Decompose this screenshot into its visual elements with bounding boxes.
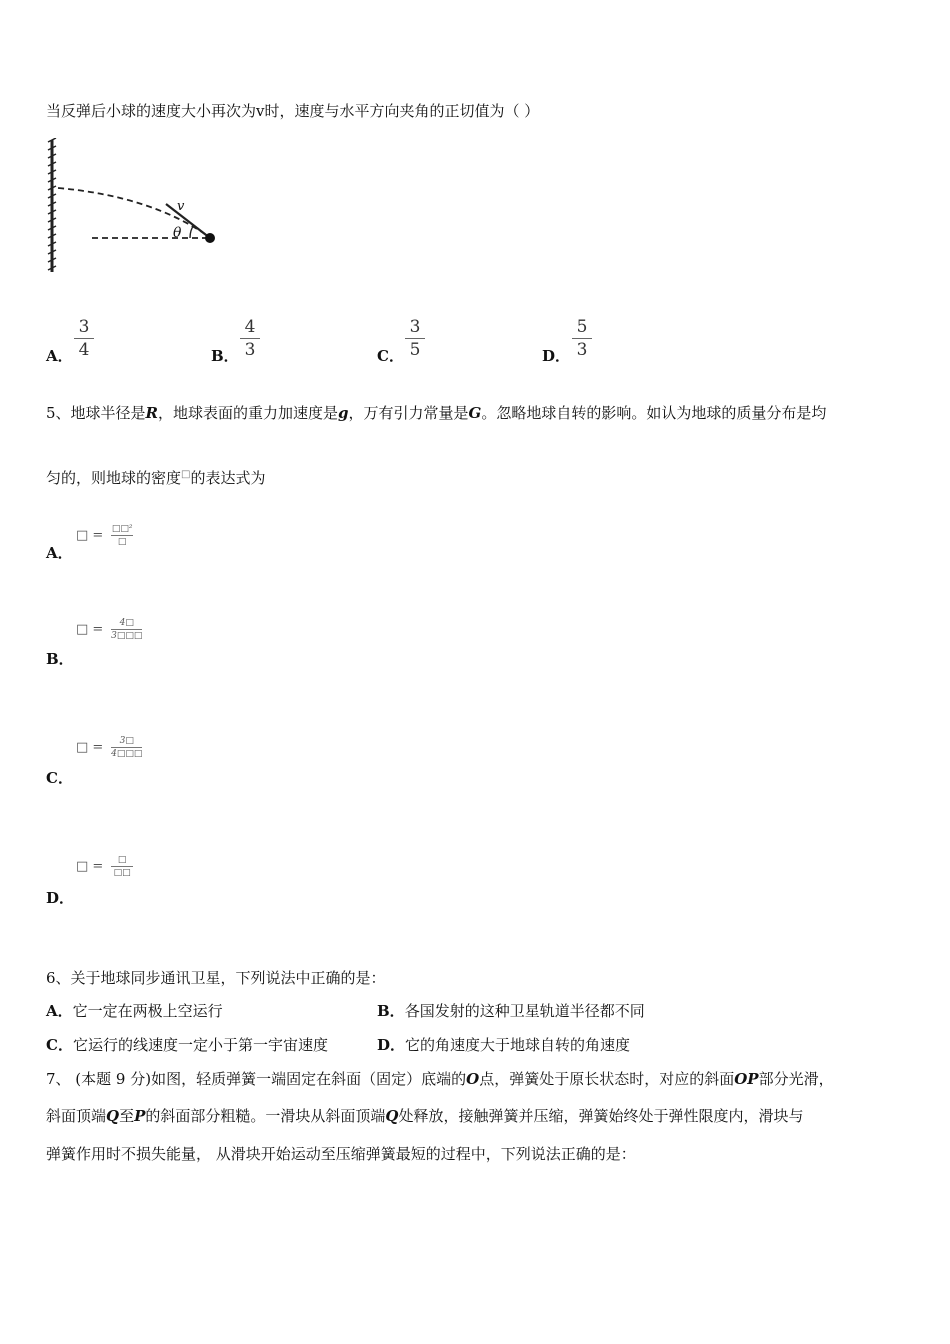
rho-placeholder: □ [181,469,191,480]
text: 至 [119,1107,135,1125]
numerator: □□² [111,524,133,534]
q7-stem-line1 [46,1069,834,1089]
q5-option-b-letter: B． [46,650,74,668]
denominator: 3 [576,340,588,360]
denominator: □ [117,537,127,547]
option-letter: B． [377,1002,405,1020]
numerator: □ [117,855,127,865]
var-R: R [145,404,159,422]
text: 的表达式为 [190,469,266,487]
denominator: □□ [113,868,131,878]
trajectory-curve [58,188,208,236]
q4-option-c-letter: C． [377,347,404,365]
denominator: 5 [409,340,421,360]
var-O: O [466,1070,480,1088]
option-text: 它的角速度大于地球自转的角速度 [405,1036,631,1054]
option-text: 各国发射的这种卫星轨道半径都不同 [404,1002,645,1020]
q4-option-a-fraction [74,318,94,359]
option-letter: D． [377,1036,406,1054]
q4-option-a-letter: A． [46,347,73,365]
q6-stem: 6、关于地球同步通讯卫星，下列说法中正确的是： [46,969,386,987]
denominator: 3 [244,340,256,360]
text: 7、 (本题 9 分)如图，轻质弹簧一端固定在斜面（固定）底端的 [46,1070,467,1088]
numerator: 5 [576,317,588,337]
q4-option-d-fraction [572,318,592,359]
theta-label: θ [173,225,182,241]
q4-figure [40,138,230,278]
numerator: 3 [409,317,421,337]
option-text: 它运行的线速度一定小于第一宇宙速度 [72,1036,328,1054]
text: ，地球表面的重力加速度是 [158,404,339,422]
wall-hatching [48,138,56,272]
option-letter: C． [46,1036,73,1054]
text: ，万有引力常量是 [348,404,469,422]
ball [205,233,215,243]
q6-option-c [46,1035,328,1055]
q5-option-b-formula [76,618,142,641]
q6-option-d [377,1035,630,1055]
lhs: □ = [76,859,104,874]
velocity-label: v [177,199,185,214]
text: 5、地球半径是 [46,404,146,422]
var-OP: OP [734,1070,759,1088]
q5-option-a-letter: A． [46,544,73,562]
q7-stem-line2 [46,1106,804,1126]
q5-option-c-letter: C． [46,769,73,787]
numerator: 3□ [119,736,134,746]
q4-option-b-fraction [240,318,260,359]
angle-arc [190,225,194,238]
q4-option-c-fraction [405,318,425,359]
q6-option-b [377,1001,645,1021]
q7-stem-line3: 弹簧作用时不损失能量， 从滑块开始运动至压缩弹簧最短的过程中，下列说法正确的是： [46,1145,636,1163]
text: 。忽略地球自转的影响。如认为地球的质量分布是均 [481,404,827,422]
lhs: □ = [76,740,104,755]
option-text: 它一定在两极上空运行 [72,1002,223,1020]
var-Q: Q [385,1107,399,1125]
text: 斜面顶端 [46,1107,107,1125]
text: 点，弹簧处于原长状态时，对应的斜面 [479,1070,735,1088]
numerator: 3 [78,317,90,337]
option-letter: A． [46,1002,73,1020]
q5-option-c-formula [76,736,142,759]
q5-option-a-formula [76,524,133,547]
var-g: g [338,404,349,422]
lhs: □ = [76,622,104,637]
denominator: 4□□□ [111,749,143,759]
text: 处释放，接触弹簧并压缩，弹簧始终处于弹性限度内，滑块与 [398,1107,804,1125]
var-P: P [134,1107,146,1125]
text: 匀的，则地球的密度 [46,469,182,487]
q5-option-d-formula [76,855,133,878]
numerator: 4□ [119,618,134,628]
q4-option-d-letter: D． [542,347,571,365]
denominator: 4 [78,340,90,360]
var-Q: Q [106,1107,120,1125]
q5-option-d-letter: D． [46,889,75,907]
q5-stem-line1 [46,403,826,423]
q4-option-b-letter: B． [211,347,239,365]
numerator: 4 [244,317,256,337]
denominator: 3□□□ [111,631,143,641]
q5-stem-line2 [46,465,265,488]
q6-option-a [46,1001,223,1021]
q4-stem: 当反弹后小球的速度大小再次为v时，速度与水平方向夹角的正切值为（ ） [46,102,540,120]
lhs: □ = [76,528,104,543]
var-G: G [468,404,482,422]
text: 的斜面部分粗糙。一滑块从斜面顶端 [145,1107,386,1125]
text: 部分光滑， [758,1070,834,1088]
